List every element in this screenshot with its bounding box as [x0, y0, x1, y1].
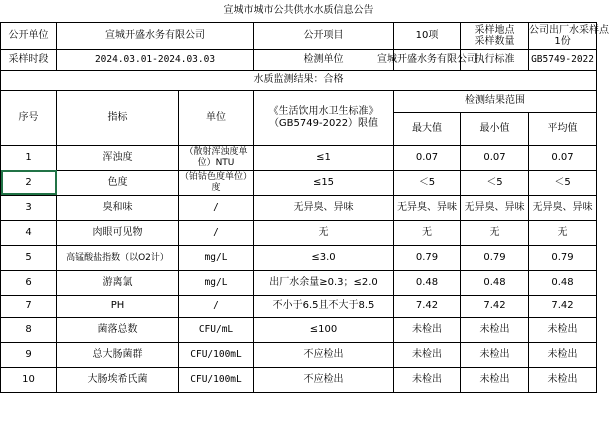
header-standard[interactable]: 《生活饮用水卫生标准》（GB5749-2022）限值 — [254, 90, 394, 145]
header-range[interactable]: 检测结果范围 — [394, 90, 597, 112]
result-row — [1, 70, 597, 90]
title-row — [1, 0, 597, 22]
value-sampling-site-line: 公司出厂水采样点 — [529, 24, 609, 36]
cell-min[interactable]: 0.07 — [461, 145, 529, 170]
cell-max[interactable]: 未检出 — [394, 342, 461, 367]
cell-limit[interactable]: ≤15 — [254, 170, 394, 195]
cell-avg[interactable]: 无 — [529, 220, 597, 245]
cell-avg[interactable]: 0.07 — [529, 145, 597, 170]
data-rows — [1, 145, 597, 392]
cell-avg[interactable]: 未检出 — [529, 317, 597, 342]
label-sampling-site[interactable] — [461, 22, 529, 49]
cell-max[interactable]: 0.48 — [394, 270, 461, 295]
cell-max[interactable]: 无异臭、异味 — [394, 195, 461, 220]
cell-seq[interactable]: 4 — [1, 220, 57, 245]
header-indicator[interactable]: 指标 — [57, 90, 179, 145]
cell-avg[interactable]: 无异臭、异味 — [529, 195, 597, 220]
cell-max[interactable]: 7.42 — [394, 295, 461, 317]
cell-min[interactable]: 未检出 — [461, 317, 529, 342]
cell-indicator[interactable]: PH — [57, 295, 179, 317]
cell-min[interactable]: 0.79 — [461, 245, 529, 270]
cell-max[interactable]: 未检出 — [394, 317, 461, 342]
cell-min[interactable]: 7.42 — [461, 295, 529, 317]
header-seq[interactable]: 序号 — [1, 90, 57, 145]
info-row-1 — [1, 22, 597, 49]
cell-avg[interactable]: ＜5 — [529, 170, 597, 195]
cell-seq[interactable]: 5 — [1, 245, 57, 270]
cell-unit[interactable]: mg/L — [179, 245, 254, 270]
label-sampling-period[interactable]: 采样时段 — [1, 49, 57, 70]
header-row-1 — [1, 90, 597, 112]
cell-max[interactable]: 0.07 — [394, 145, 461, 170]
table-row — [1, 317, 597, 342]
value-publisher[interactable]: 宣城开盛水务有限公司 — [57, 22, 254, 49]
cell-limit[interactable]: 不小于6.5且不大于8.5 — [254, 295, 394, 317]
table-row — [1, 195, 597, 220]
cell-limit[interactable]: 不应检出 — [254, 342, 394, 367]
table-row — [1, 295, 597, 317]
cell-max[interactable]: ＜5 — [394, 170, 461, 195]
cell-min[interactable]: 无 — [461, 220, 529, 245]
cell-indicator[interactable]: 游离氯 — [57, 270, 179, 295]
cell-indicator[interactable]: 肉眼可见物 — [57, 220, 179, 245]
cell-seq[interactable]: 6 — [1, 270, 57, 295]
table-row — [1, 145, 597, 170]
cell-indicator[interactable]: 菌落总数 — [57, 317, 179, 342]
label-publisher[interactable]: 公开单位 — [1, 22, 57, 49]
cell-seq[interactable]: 7 — [1, 295, 57, 317]
value-public-items[interactable]: 10项 — [394, 22, 461, 49]
cell-unit[interactable]: mg/L — [179, 270, 254, 295]
cell-max[interactable]: 未检出 — [394, 367, 461, 392]
cell-unit[interactable]: CFU/100mL — [179, 342, 254, 367]
page-title[interactable]: 宣城市城市公共供水水质信息公告 — [223, 4, 374, 16]
cell-limit[interactable]: 无 — [254, 220, 394, 245]
label-testing-unit[interactable]: 检测单位 — [254, 49, 394, 70]
value-sampling-site[interactable] — [529, 22, 609, 49]
cell-avg[interactable]: 未检出 — [529, 367, 597, 392]
cell-seq[interactable]: 3 — [1, 195, 57, 220]
table-row — [1, 270, 597, 295]
value-sampling-period[interactable]: 2024.03.01-2024.03.03 — [57, 49, 254, 70]
value-testing-unit-text: 宣城开盛水务有限公司 — [377, 53, 477, 65]
cell-avg[interactable]: 未检出 — [529, 342, 597, 367]
header-min[interactable]: 最小值 — [461, 112, 529, 145]
header-avg[interactable]: 平均值 — [529, 112, 597, 145]
cell-indicator[interactable]: 总大肠菌群 — [57, 342, 179, 367]
cell-seq[interactable]: 10 — [1, 367, 57, 392]
cell-avg[interactable]: 0.48 — [529, 270, 597, 295]
cell-limit[interactable]: 不应检出 — [254, 367, 394, 392]
cell-unit[interactable]: / — [179, 295, 254, 317]
header-unit[interactable]: 单位 — [179, 90, 254, 145]
info-row-2 — [1, 49, 597, 70]
cell-seq[interactable]: 9 — [1, 342, 57, 367]
cell-unit[interactable]: （散射浑浊度单位）NTU — [179, 145, 254, 170]
value-testing-unit[interactable] — [377, 49, 477, 70]
cell-limit[interactable]: 出厂水余量≥0.3；≤2.0 — [254, 270, 394, 295]
label-standard[interactable]: 执行标准 — [461, 49, 529, 70]
cell-avg[interactable]: 7.42 — [529, 295, 597, 317]
cell-min[interactable]: ＜5 — [461, 170, 529, 195]
label-public-items[interactable]: 公开项目 — [254, 22, 394, 49]
cell-max[interactable]: 无 — [394, 220, 461, 245]
cell-unit[interactable]: CFU/mL — [179, 317, 254, 342]
header-max[interactable]: 最大值 — [394, 112, 461, 145]
cell-min[interactable]: 无异臭、异味 — [461, 195, 529, 220]
cell-unit[interactable]: CFU/100mL — [179, 367, 254, 392]
table-row — [1, 342, 597, 367]
cell-indicator[interactable]: 臭和味 — [57, 195, 179, 220]
cell-max[interactable]: 0.79 — [394, 245, 461, 270]
cell-seq[interactable]: 8 — [1, 317, 57, 342]
table-row — [1, 245, 597, 270]
cell-limit[interactable]: ≤100 — [254, 317, 394, 342]
cell-indicator[interactable]: 高锰酸盐指数（以O2计） — [57, 245, 179, 270]
value-standard[interactable]: GB5749-2022 — [529, 49, 597, 70]
table-row — [1, 170, 597, 195]
value-sampling-count-line: 1份 — [554, 35, 571, 47]
label-sampling-site-line: 采样地点 — [474, 24, 515, 36]
cell-min[interactable]: 未检出 — [461, 367, 529, 392]
cell-unit[interactable]: / — [179, 220, 254, 245]
cell-limit[interactable]: ≤3.0 — [254, 245, 394, 270]
cell-unit[interactable]: （铂钴色度单位）度 — [179, 170, 254, 195]
cell-avg[interactable]: 0.79 — [529, 245, 597, 270]
cell-unit[interactable]: / — [179, 195, 254, 220]
cell-min[interactable]: 0.48 — [461, 270, 529, 295]
label-sampling-count-line: 采样数量 — [474, 35, 515, 47]
cell-limit[interactable]: 无异臭、异味 — [254, 195, 394, 220]
cell-limit[interactable]: ≤1 — [254, 145, 394, 170]
cell-seq[interactable]: 2 — [1, 170, 57, 195]
result-line[interactable]: 水质监测结果：合格 — [1, 70, 597, 90]
cell-indicator[interactable]: 色度 — [57, 170, 179, 195]
cell-indicator[interactable]: 大肠埃希氏菌 — [57, 367, 179, 392]
table-row — [1, 220, 597, 245]
cell-min[interactable]: 未检出 — [461, 342, 529, 367]
cell-indicator[interactable]: 浑浊度 — [57, 145, 179, 170]
cell-seq[interactable]: 1 — [1, 145, 57, 170]
table-row — [1, 367, 597, 392]
